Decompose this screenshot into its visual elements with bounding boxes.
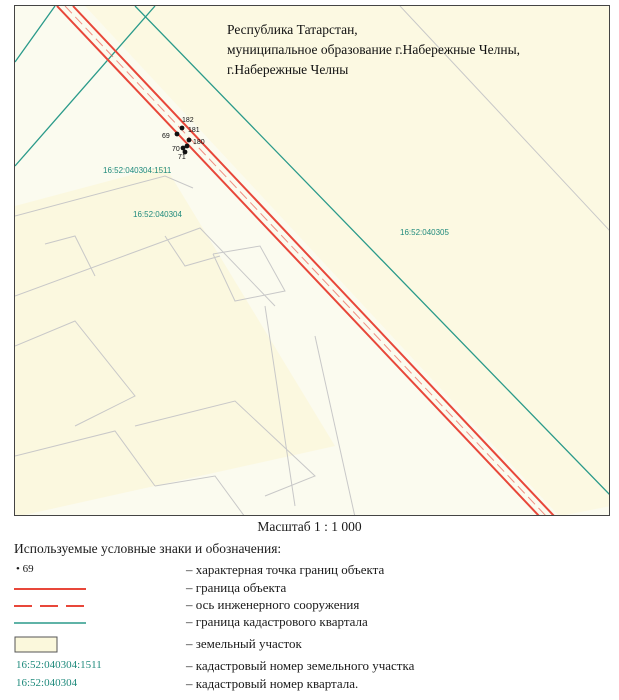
legend-desc-parcel-number: – кадастровый номер земельного участка	[186, 658, 415, 673]
legend-symbol-point: • 69	[16, 563, 34, 575]
region-line-1: Республика Татарстан,	[227, 22, 358, 37]
map-scale: Масштаб 1 : 1 000	[257, 519, 362, 534]
legend-item-point	[14, 562, 614, 580]
legend-symbol-parcel-number: 16:52:040304:1511	[16, 659, 102, 671]
legend-desc-land-parcel: – земельный участок	[186, 636, 302, 651]
legend-desc-quarter-border: – граница кадастрового квартала	[186, 614, 368, 629]
region-caption	[227, 20, 520, 80]
legend-symbol-quarter-border	[14, 614, 104, 632]
quarter-right-cadastral-label: 16:52:040305	[400, 228, 449, 237]
region-line-3: г.Набережные Челны	[227, 62, 349, 77]
quarter-left-cadastral-label: 16:52:040304	[133, 210, 182, 219]
legend-symbol-land-parcel	[14, 636, 104, 654]
point-label-69: 69	[162, 133, 170, 140]
legend-desc-axis: – ось инженерного сооружения	[186, 597, 360, 612]
point-label-71: 71	[178, 154, 186, 161]
legend-desc-quarter-number: – кадастровый номер квартала.	[186, 676, 359, 691]
legend-title: Используемые условные знаки и обозначения:	[14, 541, 282, 556]
legend-item-quarter-number	[14, 676, 614, 694]
point-69	[175, 132, 180, 137]
legend-desc-object-border: – граница объекта	[186, 580, 287, 595]
legend-symbol-quarter-number: 16:52:040304	[16, 677, 78, 689]
legend-desc-point: – характерная точка границ объекта	[186, 562, 385, 577]
legend-item-axis	[14, 597, 614, 615]
point-label-181: 181	[188, 127, 200, 134]
legend-item-object-border	[14, 580, 614, 598]
legend-item-parcel-number	[14, 658, 614, 676]
cadastral-map	[14, 5, 610, 516]
point-label-180: 180	[193, 139, 205, 146]
point-182	[180, 126, 185, 131]
region-line-2: муниципальное образование г.Набережные Челны,	[227, 42, 521, 57]
map-drawing	[15, 6, 610, 516]
point-180	[185, 144, 190, 149]
point-label-70: 70	[172, 146, 180, 153]
legend-item-quarter-border	[14, 614, 614, 632]
point-label-182: 182	[182, 117, 194, 124]
legend-item-land-parcel	[14, 636, 614, 654]
legend-symbol-object-border	[14, 580, 104, 598]
legend-symbol-axis	[14, 597, 104, 615]
point-181	[187, 138, 192, 143]
parcel-cadastral-label: 16:52:040304:1511	[103, 166, 172, 175]
